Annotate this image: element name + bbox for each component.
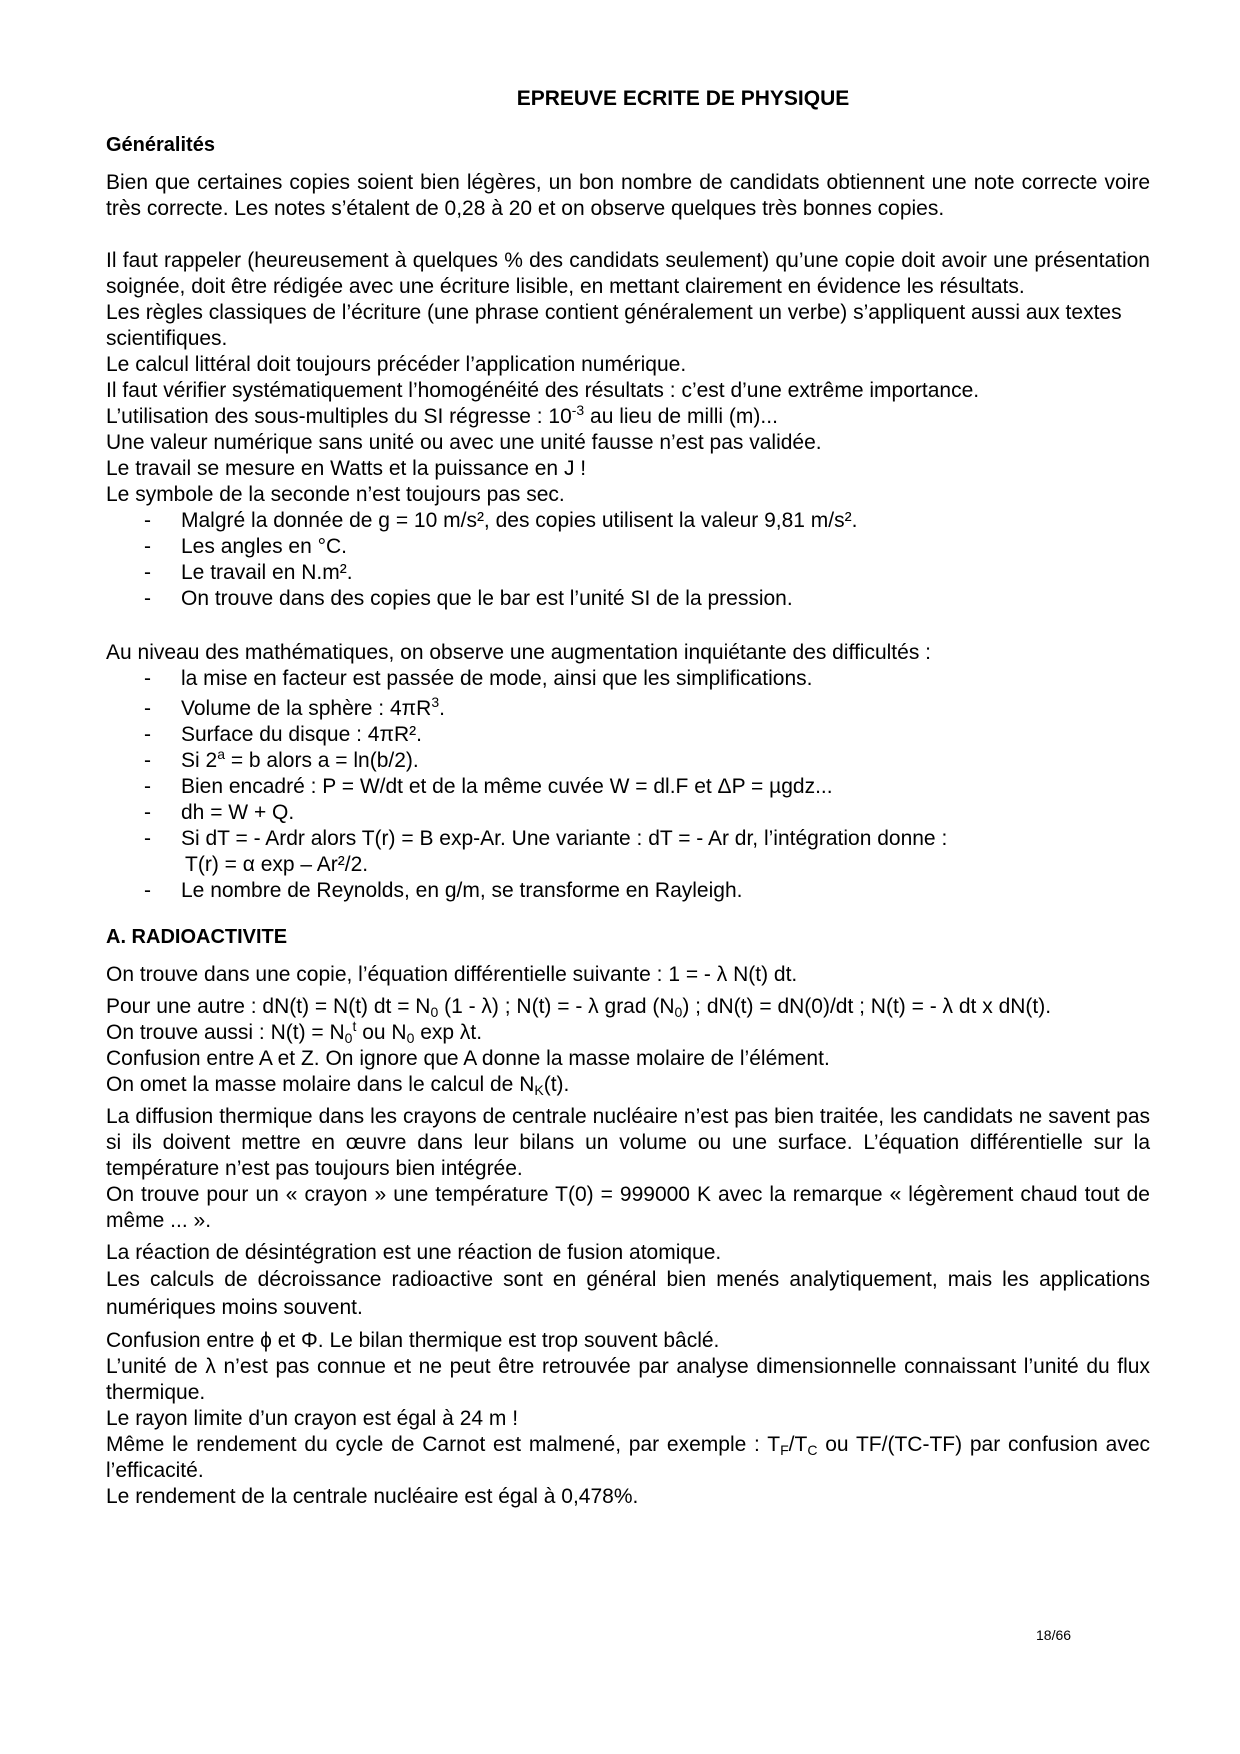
page-number: 18/66 (1036, 1627, 1072, 1643)
superscript: t (352, 1018, 357, 1034)
units-error-list (106, 508, 1150, 612)
subscript: C (807, 1442, 818, 1458)
text-run: Si 2 (181, 749, 218, 772)
paragraph: On trouve pour un « crayon » une température T(0) = 999000 K avec la remarque « légèrement chaud tout de même ... ». (106, 1183, 1150, 1232)
paragraph: Le rendement de la centrale nucléaire est égal à 0,478%. (106, 1485, 639, 1508)
text-run: au lieu de milli (m)... (584, 405, 778, 428)
paragraph: On trouve dans une copie, l’équation différentielle suivante : 1 = - λ N(t) dt. (106, 963, 798, 986)
list-item: - Le travail en N.m². (106, 560, 1150, 586)
paragraph (106, 1072, 1150, 1098)
list-item (106, 826, 1150, 878)
list-item: - Les angles en °C. (106, 534, 1150, 560)
list-item: - On trouve dans des copies que le bar est l’unité SI de la pression. (106, 586, 1150, 612)
superscript: -3 (571, 402, 585, 418)
paragraph: Le calcul littéral doit toujours précéder l’application numérique. (106, 353, 687, 376)
paragraph: La diffusion thermique dans les crayons de centrale nucléaire n’est pas bien traitée, les candidats ne savent pas si ils doivent mettre en œuvre dans leur bilans un volume ou une surface. L’équation différentielle sur la température n’est pas toujours bien intégrée. (106, 1105, 1150, 1180)
paragraph (106, 404, 1150, 430)
list-item: - Le nombre de Reynolds, en g/m, se transforme en Rayleigh. (106, 878, 1150, 904)
subscript: 0 (406, 1030, 415, 1046)
paragraph: Le symbole de la seconde n’est toujours pas sec. (106, 483, 565, 506)
text-run: = b alors a = ln(b/2). (224, 749, 419, 772)
superscript: 3 (431, 694, 440, 710)
paragraph: La réaction de désintégration est une réaction de fusion atomique. (106, 1241, 722, 1264)
paragraph: Les calculs de décroissance radioactive sont en général bien menés analytiquement, mais les applications numériques moins souvent. (106, 1268, 1150, 1319)
paragraph (106, 994, 1150, 1020)
text-run: L’utilisation des sous-multiples du SI régresse : 10 (106, 405, 572, 428)
subscript: K (534, 1082, 544, 1098)
text-run: . (439, 697, 445, 720)
text-run: ou TF/(TC-TF) par confusion avec l’efficacité. (106, 1433, 1151, 1482)
paragraph: Le travail se mesure en Watts et la puissance en J ! (106, 457, 587, 480)
paragraph: Confusion entre A et Z. On ignore que A donne la masse molaire de l’élément. (106, 1047, 830, 1070)
subscript: F (780, 1442, 789, 1458)
paragraph (106, 1020, 1150, 1046)
list-item: - Bien encadré : P = W/dt et de la même cuvée W = dl.F et ΔP = µgdz... (106, 774, 1150, 800)
subscript: 0 (674, 1004, 683, 1020)
list-item: - dh = W + Q. (106, 800, 1150, 826)
text-run: exp λt. (414, 1021, 483, 1044)
subscript: 0 (430, 1004, 439, 1020)
text-run: (t). (543, 1073, 570, 1096)
section-heading-radioactivite: A. RADIOACTIVITE (106, 926, 288, 948)
text-run: ou N (356, 1021, 407, 1044)
text-run: Si dT = - Ardr alors T(r) = B exp-Ar. Une variante : dT = - Ar dr, l’intégration donne : (181, 827, 948, 850)
text-run: On omet la masse molaire dans le calcul de N (106, 1073, 535, 1096)
paragraph: Confusion entre ϕ et Φ. Le bilan thermique est trop souvent bâclé. (106, 1329, 720, 1352)
document-page (106, 86, 1150, 1510)
superscript: a (217, 746, 225, 762)
text-run: (1 - λ) ; N(t) = - λ grad (N (438, 995, 675, 1018)
text-run: /T (788, 1433, 808, 1456)
list-item: - la mise en facteur est passée de mode, ainsi que les simplifications. (106, 666, 1150, 692)
text-run: Pour une autre : dN(t) = N(t) dt = N (106, 995, 431, 1018)
text-run: Même le rendement du cycle de Carnot est malmené, par exemple : T (106, 1433, 781, 1456)
list-item (106, 748, 1150, 774)
paragraph: Il faut rappeler (heureusement à quelques % des candidats seulement) qu’une copie doit avoir une présentation soignée, doit être rédigée avec une écriture lisible, en mettant clairement en évidence les résultats. (106, 249, 1150, 298)
list-item (106, 696, 1150, 722)
list-item: - Surface du disque : 4πR². (106, 722, 1150, 748)
paragraph: Les règles classiques de l’écriture (une phrase contient généralement un verbe) s’appliquent aussi aux textes scientifiques. (106, 301, 1122, 350)
paragraph: Au niveau des mathématiques, on observe une augmentation inquiétante des difficultés : (106, 641, 931, 664)
paragraph: L’unité de λ n’est pas connue et ne peut être retrouvée par analyse dimensionnelle connaissant l’unité du flux thermique. (106, 1355, 1150, 1404)
section-heading-generalites: Généralités (106, 134, 215, 156)
text-run: ) ; dN(t) = dN(0)/dt ; N(t) = - λ dt x dN(t). (682, 995, 1052, 1018)
paragraph: Bien que certaines copies soient bien légères, un bon nombre de candidats obtiennent une note correcte voire très correcte. Les notes s’étalent de 0,28 à 20 et on observe quelques très bonnes copies. (106, 171, 1150, 220)
paragraph: Une valeur numérique sans unité ou avec une unité fausse n’est pas validée. (106, 431, 822, 454)
math-error-list (106, 666, 1150, 904)
text-run: Volume de la sphère : 4πR (181, 697, 432, 720)
text-run: On trouve aussi : N(t) = N (106, 1021, 345, 1044)
paragraph: Le rayon limite d’un crayon est égal à 24 m ! (106, 1407, 519, 1430)
list-item: - Malgré la donnée de g = 10 m/s², des copies utilisent la valeur 9,81 m/s². (106, 508, 1150, 534)
paragraph (106, 1432, 1150, 1484)
subscript: 0 (344, 1030, 353, 1046)
paragraph: Il faut vérifier systématiquement l’homogénéité des résultats : c’est d’une extrême importance. (106, 379, 980, 402)
page-title: EPREUVE ECRITE DE PHYSIQUE (516, 87, 850, 110)
text-run: T(r) = α exp – Ar²/2. (185, 853, 369, 876)
